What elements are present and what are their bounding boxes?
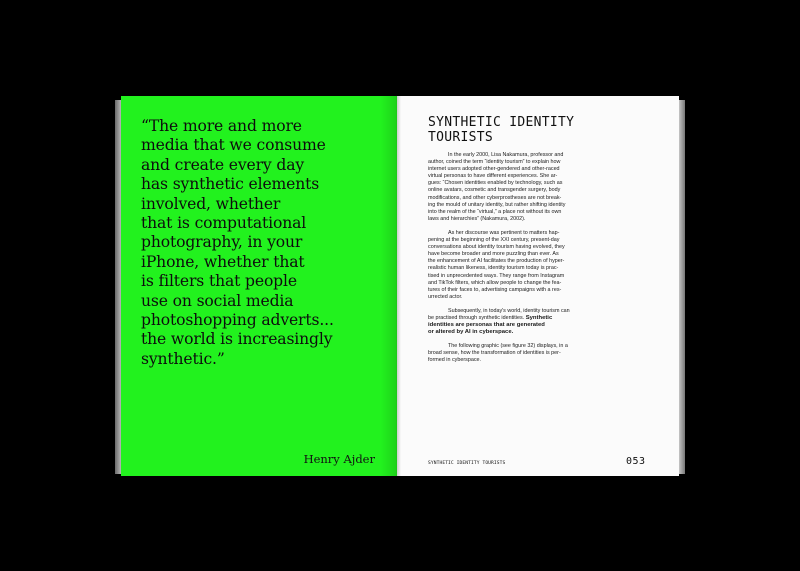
bold-line: or altered by AI in cyberspace. [428, 329, 514, 336]
paragraph [428, 308, 658, 336]
quote-line: synthetic.” [141, 349, 225, 368]
text-line: into the realm of the “virtual,” a place not without its own [428, 208, 562, 215]
text-line: Subsequently, in today's world, identity tourism can [448, 307, 570, 314]
text-line: broad sense, how the transformation of identities is per- [428, 350, 561, 357]
pull-quote [141, 117, 386, 369]
quote-line: that is computational [141, 214, 307, 233]
bold-line: identities are personas that are generated [428, 322, 545, 329]
quote-line: involved, whether [141, 194, 281, 213]
text-line: the enhancement of AI facilitates the production of hyper- [428, 258, 565, 265]
quote-line: iPhone, whether that [141, 252, 305, 271]
text-fragment: be practised through synthetic identities. [428, 314, 525, 321]
title-line: SYNTHETIC IDENTITY [428, 115, 575, 130]
running-footer: SYNTHETIC IDENTITY TOURISTS [428, 461, 506, 466]
text-line: author, coined the term “identity tourism” to explain how [428, 159, 561, 166]
text-line: realistic human likeness, identity tourism today is prac- [428, 265, 559, 272]
text-line: The following graphic (see figure 32) displays, in a [448, 343, 568, 350]
text-line: gues: “Chosen identities enabled by technology, such as [428, 180, 563, 187]
quote-line: media that we consume [141, 136, 326, 155]
paragraph [428, 343, 658, 364]
text-line: virtual personas to have different experiences. She ar- [428, 173, 558, 180]
page-number: 053 [626, 456, 646, 467]
text-line: laws and hierarchies” (Nakamura, 2002). [428, 215, 526, 222]
article-body [428, 152, 658, 372]
text-line: and TikTok filters, which allow people to change the fea- [428, 279, 562, 286]
text-line: conversations about identity tourism having evolved, they [428, 244, 565, 251]
text-line: formed in cyberspace. [428, 357, 482, 364]
bold-fragment: Synthetic [525, 314, 553, 321]
text-line: tised in unprecedented ways. They range from Instagram [428, 272, 565, 279]
quote-line: the world is increasingly [141, 330, 333, 349]
quote-line: has synthetic elements [141, 175, 320, 194]
text-line: urrected actor. [428, 293, 463, 300]
paragraph [428, 230, 658, 301]
quote-line: and create every day [141, 155, 305, 174]
quote-line: use on social media [141, 291, 294, 310]
quote-line: is filters that people [141, 272, 297, 291]
text-line [428, 315, 658, 322]
text-line: online avatars, cosmetic and transgender surgery, body [428, 187, 561, 194]
quote-author: Henry Ajder [303, 452, 375, 466]
text-line: In the early 2000, Lisa Nakamura, professor and [448, 152, 564, 158]
text-line: have become broader and more puzzling than ever. As [428, 251, 559, 258]
text-line: modifications, and other cyberprostheses are not break- [428, 194, 562, 201]
article-title [428, 115, 574, 145]
quote-line: “The more and more [141, 117, 302, 135]
text-line: tures of their faces to, advertising campaigns with a res- [428, 286, 562, 293]
title-line: TOURISTS [428, 130, 494, 145]
text-line: internet users adopted other-gendered and other-raced [428, 166, 560, 173]
paragraph [428, 152, 658, 223]
text-line: ing the mould of unitary identity, but rather shifting identity [428, 201, 566, 208]
quote-line: photography, in your [141, 233, 303, 252]
text-line: As her discourse was pertinent to matters hap- [448, 229, 560, 236]
text-line: pening at the beginning of the XXI century, present-day [428, 237, 560, 244]
quote-line: photoshopping adverts... [141, 311, 334, 330]
